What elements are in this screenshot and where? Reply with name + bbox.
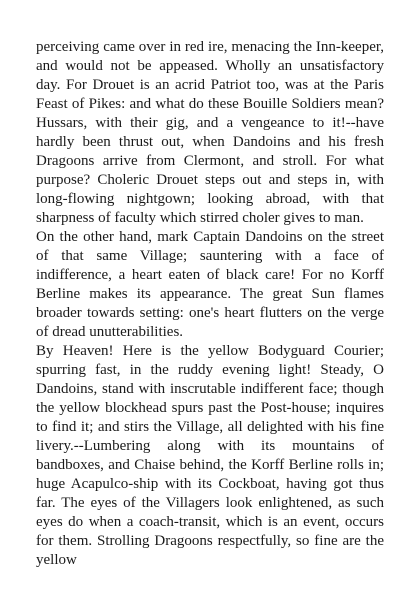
paragraph-1: perceiving came over in red ire, menacing the Inn-keeper, and would not be appeased. Wholly an unsatisfactory day. For Drouet is an acrid Patriot too, was at the Paris Feast of Pikes: and what do these Bouille Soldiers mean? Hussars, with their gig, and a vengeance to it!--have hardly been thrust out, when Dandoins and his fresh Dragoons arrive from Clermont, and stroll. For what purpose? Choleric Drouet steps out and steps in, with long-flowing nightgown; looking abroad, with that sharpness of faculty which stirred choler gives to man. bbox=[36, 39, 384, 226]
paragraph-2: On the other hand, mark Captain Dandoins on the street of that same Village; sauntering with a face of indifference, a heart eaten of black care! For no Korff Berline makes its appearance. The great Sun flames broader towards setting: one's heart flutters on the verge of dread unutterabilities. bbox=[36, 229, 384, 340]
paragraph-3: By Heaven! Here is the yellow Bodyguard Courier; spurring fast, in the ruddy evening light! Steady, O Dandoins, stand with inscrutable indifferent face; though the yellow blockhead spurs past the Post-house; inquires to find it; and stirs the Village, all delighted with his fine livery.--Lumbering along with its mountains of bandboxes, and Chaise behind, the Korff Berline rolls in; huge Acapulco-ship with its Cockboat, having got thus far. The eyes of the Villagers look enlightened, as such eyes do when a coach-transit, which is an event, occurs for them. Strolling Dragoons respectfully, so fine are the yellow bbox=[36, 343, 384, 568]
document-page bbox=[36, 38, 384, 570]
